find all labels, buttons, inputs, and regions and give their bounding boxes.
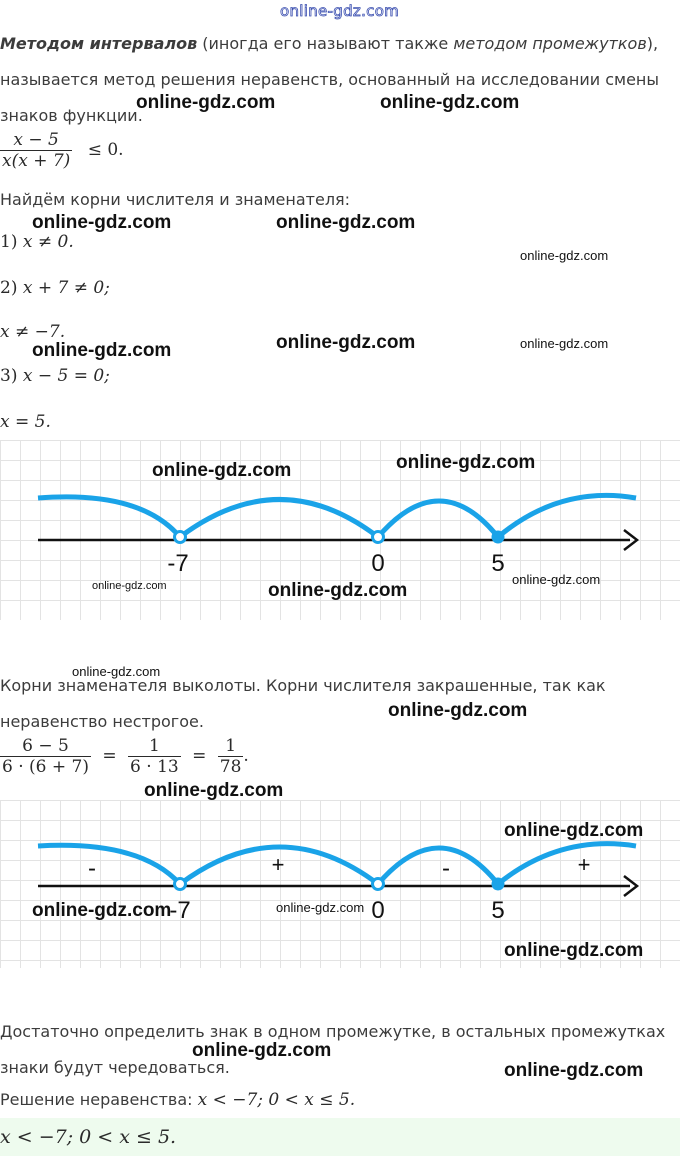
tick-label: 0 (371, 897, 385, 924)
watermark: online-gdz.com (512, 572, 601, 587)
watermark: online-gdz.com (32, 900, 172, 921)
intro-line-3: знаков функции. (0, 106, 143, 125)
roots-heading: Найдём корни числителя и знаменателя: (0, 190, 351, 209)
tick-label: -7 (169, 897, 191, 924)
watermark: online-gdz.com (388, 700, 528, 721)
site-header-logo: online-gdz.com (280, 2, 400, 20)
term-interval-method: Методом интервалов (0, 34, 198, 53)
inequality (0, 130, 124, 171)
watermark: online-gdz.com (504, 1060, 644, 1081)
watermark: online-gdz.com (520, 336, 609, 351)
inequality-numerator: x − 5 (13, 130, 59, 150)
watermark: online-gdz.com (504, 940, 644, 961)
tick-label: 5 (491, 550, 505, 577)
explanation-line-1: Корни знаменателя выколоты. Корни числителя закрашенные, так как (0, 676, 606, 695)
intro-line-1 (0, 34, 658, 53)
solution-math: x < −7; 0 < x ≤ 5. (197, 1090, 356, 1110)
open-point (373, 879, 384, 890)
watermark: online-gdz.com (380, 92, 520, 113)
watermark: online-gdz.com (396, 452, 536, 473)
watermark: online-gdz.com (276, 332, 416, 353)
conclusion-line-1: Достаточно определить знак в одном промежутке, в остальных промежутках (0, 1022, 666, 1041)
inequality-fraction (0, 130, 72, 171)
solution-label: Решение неравенства: (0, 1090, 198, 1109)
watermark: online-gdz.com (276, 900, 365, 915)
watermark: online-gdz.com (92, 580, 167, 592)
check-fraction-2: $\frac{1}{6 \cdot 13}$ (130, 736, 179, 777)
interval-arc (378, 501, 498, 537)
check-fraction-3: $\frac{1}{78}$ (219, 736, 242, 777)
open-point (373, 532, 384, 543)
intro-line-2: называется метод решения неравенств, основанный на исследовании смены (0, 70, 660, 89)
interval-arc (180, 500, 378, 538)
check-computation: $\frac{6 - 5}{6 \cdot (6 + 7)}$ = $\frac{1}{6 \cdot 13}$ = $\frac{1}{78}$ . (2, 736, 249, 777)
inequality-rhs: ≤ 0. (87, 140, 124, 160)
step-2b: x ≠ −7. (0, 322, 66, 342)
watermark: online-gdz.com (192, 1040, 332, 1061)
conclusion-line-2: знаки будут чередоваться. (0, 1058, 230, 1077)
step-3: 3) x − 5 = 0; (0, 366, 110, 386)
sign-label: - (442, 855, 450, 882)
open-point (175, 879, 186, 890)
watermark: online-gdz.com (32, 340, 172, 361)
watermark: online-gdz.com (268, 580, 408, 601)
step-1: 1) x ≠ 0. (0, 232, 74, 252)
interval-arc (378, 848, 498, 884)
explanation-line-2: неравенство нестрогое. (0, 712, 204, 731)
watermark: online-gdz.com (144, 780, 284, 801)
interval-arc (38, 845, 180, 884)
step-2: 2) x + 7 ≠ 0; (0, 278, 110, 298)
sign-label: - (88, 855, 96, 882)
answer-box (0, 1118, 680, 1156)
watermark: online-gdz.com (276, 212, 416, 233)
intro-mid: (иногда его называют также (197, 34, 454, 53)
solution-line (0, 1090, 355, 1110)
interval-arc (498, 495, 636, 537)
check-fraction-1: $\frac{6 - 5}{6 \cdot (6 + 7)}$ (2, 736, 89, 777)
watermark: online-gdz.com (520, 248, 609, 263)
sign-label: + (577, 852, 591, 877)
watermark: online-gdz.com (504, 820, 644, 841)
inequality-denominator: x(x + 7) (2, 151, 71, 171)
watermark: online-gdz.com (136, 92, 276, 113)
sign-label: + (271, 852, 285, 877)
tick-label: 5 (491, 897, 505, 924)
filled-point (493, 879, 504, 890)
watermark: online-gdz.com (152, 460, 292, 481)
watermark: online-gdz.com (32, 212, 172, 233)
term-gap-method: методом промежутков (453, 34, 647, 53)
intro-end: ), (646, 34, 659, 53)
filled-point (493, 532, 504, 543)
step-3b: x = 5. (0, 412, 51, 432)
answer-text: x < −7; 0 < x ≤ 5. (0, 1126, 177, 1148)
tick-label: 0 (371, 550, 385, 577)
interval-arc (38, 497, 180, 537)
watermark: online-gdz.com (72, 664, 161, 679)
interval-arc (498, 844, 636, 884)
tick-label: -7 (167, 550, 189, 577)
open-point (175, 532, 186, 543)
